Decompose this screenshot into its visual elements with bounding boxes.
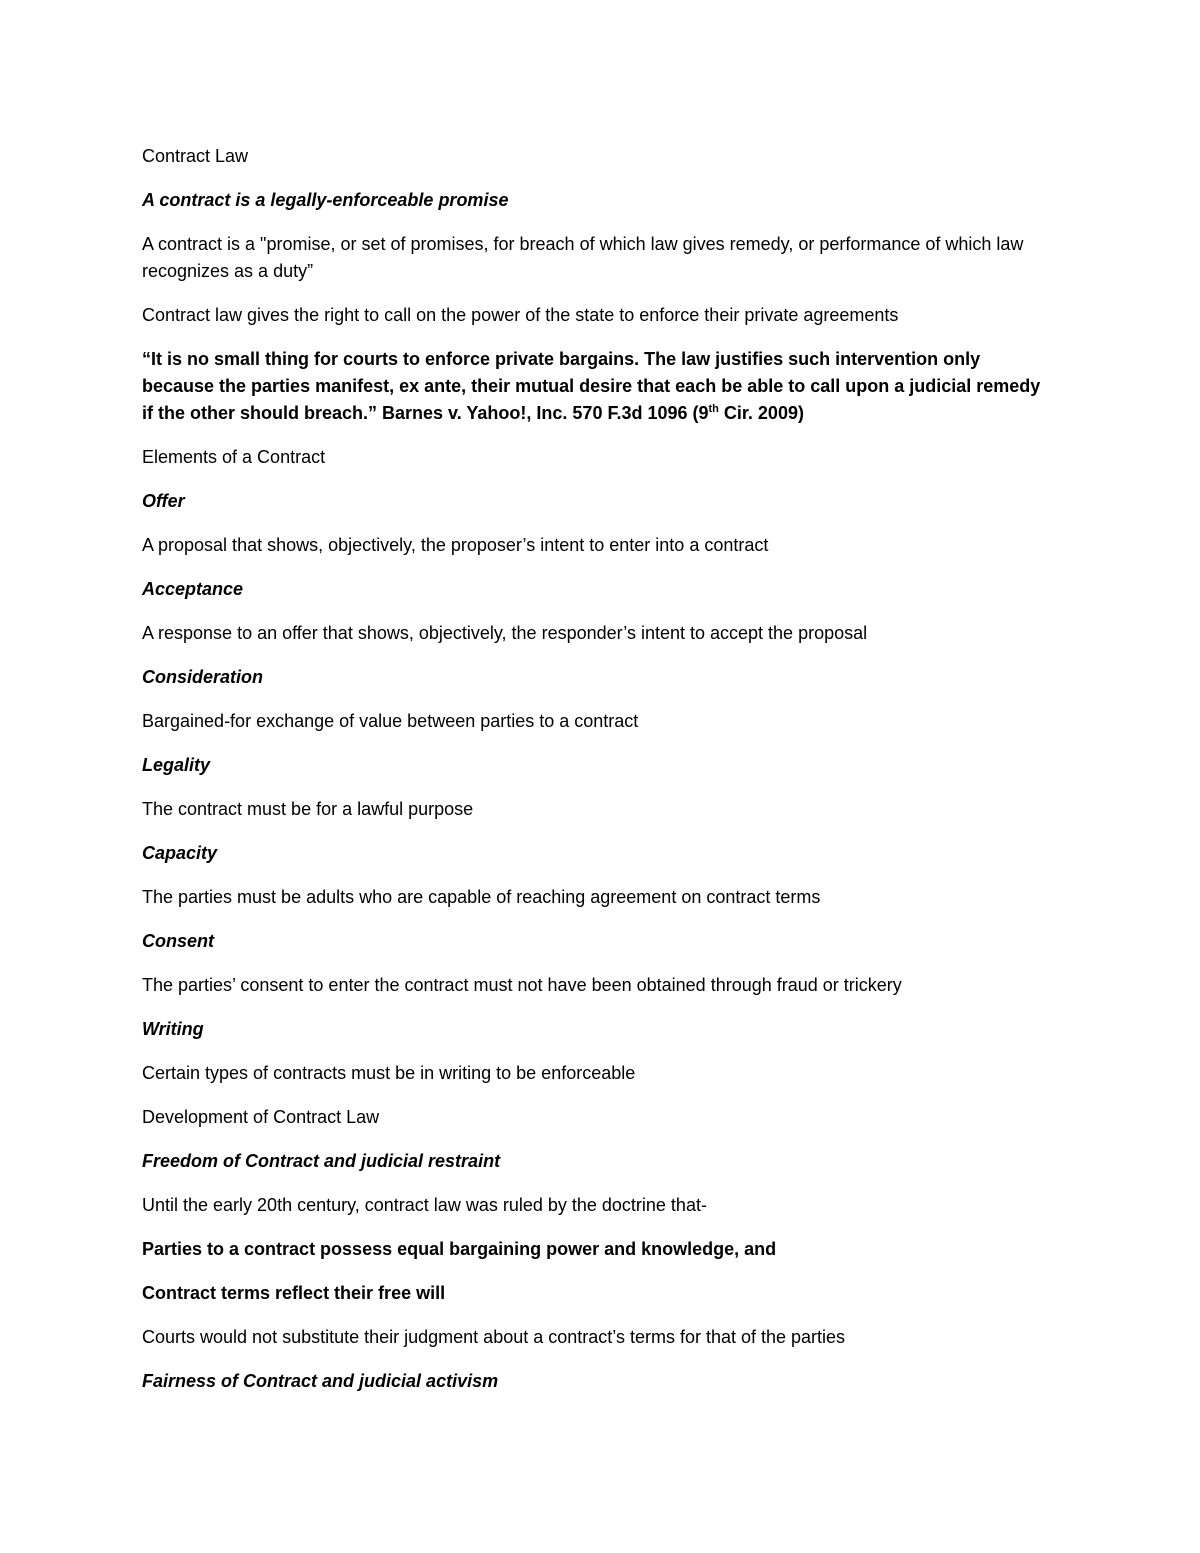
power-text: Contract law gives the right to call on the power of the state to enforce their private agreements <box>142 305 899 325</box>
document-title: Contract Law <box>142 146 249 166</box>
barnes-quote <box>142 346 1042 427</box>
element-description: The parties must be adults who are capable of reaching agreement on contract terms <box>142 887 821 907</box>
element-description: The parties’ consent to enter the contract must not have been obtained through fraud or trickery <box>142 975 902 995</box>
doctrine-item: Contract terms reflect their free will <box>142 1283 446 1303</box>
element-description: A response to an offer that shows, objectively, the responder’s intent to accept the proposal <box>142 623 868 643</box>
element-description: Bargained-for exchange of value between parties to a contract <box>142 711 639 731</box>
elements-heading: Elements of a Contract <box>142 447 326 467</box>
freedom-heading: Freedom of Contract and judicial restraint <box>142 1151 501 1171</box>
quote-sup: th <box>708 403 719 415</box>
courts-text: Courts would not substitute their judgment about a contract’s terms for that of the parties <box>142 1327 846 1347</box>
fairness-heading: Fairness of Contract and judicial activism <box>142 1371 499 1391</box>
quote-text: “It is no small thing for courts to enforce private bargains. The law justifies such intervention only because the parties manifest, ex ante, their mutual desire that each be able to call upon a judicial remedy if the other should breach.” Barnes v. Yahoo!, Inc. 570 F.3d 1096 (9 <box>142 349 1041 423</box>
element-term: Writing <box>142 1019 204 1039</box>
element-term: Legality <box>142 755 211 775</box>
element-term: Consent <box>142 931 214 951</box>
freedom-intro: Until the early 20th century, contract law was ruled by the doctrine that- <box>142 1195 707 1215</box>
element-description: Certain types of contracts must be in writing to be enforceable <box>142 1063 636 1083</box>
definition-heading: A contract is a legally-enforceable promise <box>142 190 509 210</box>
element-term: Capacity <box>142 843 218 863</box>
document-body <box>142 143 1042 1412</box>
quote-tail: Cir. 2009) <box>718 403 804 423</box>
element-description: A proposal that shows, objectively, the proposer’s intent to enter into a contract <box>142 535 769 555</box>
element-term: Consideration <box>142 667 264 687</box>
element-term: Offer <box>142 491 185 511</box>
element-description: The contract must be for a lawful purpose <box>142 799 474 819</box>
development-heading: Development of Contract Law <box>142 1107 380 1127</box>
doctrine-item: Parties to a contract possess equal bargaining power and knowledge, and <box>142 1239 777 1259</box>
definition-text: A contract is a "promise, or set of promises, for breach of which law gives remedy, or performance of which law recognizes as a duty” <box>142 234 1024 281</box>
element-term: Acceptance <box>142 579 244 599</box>
